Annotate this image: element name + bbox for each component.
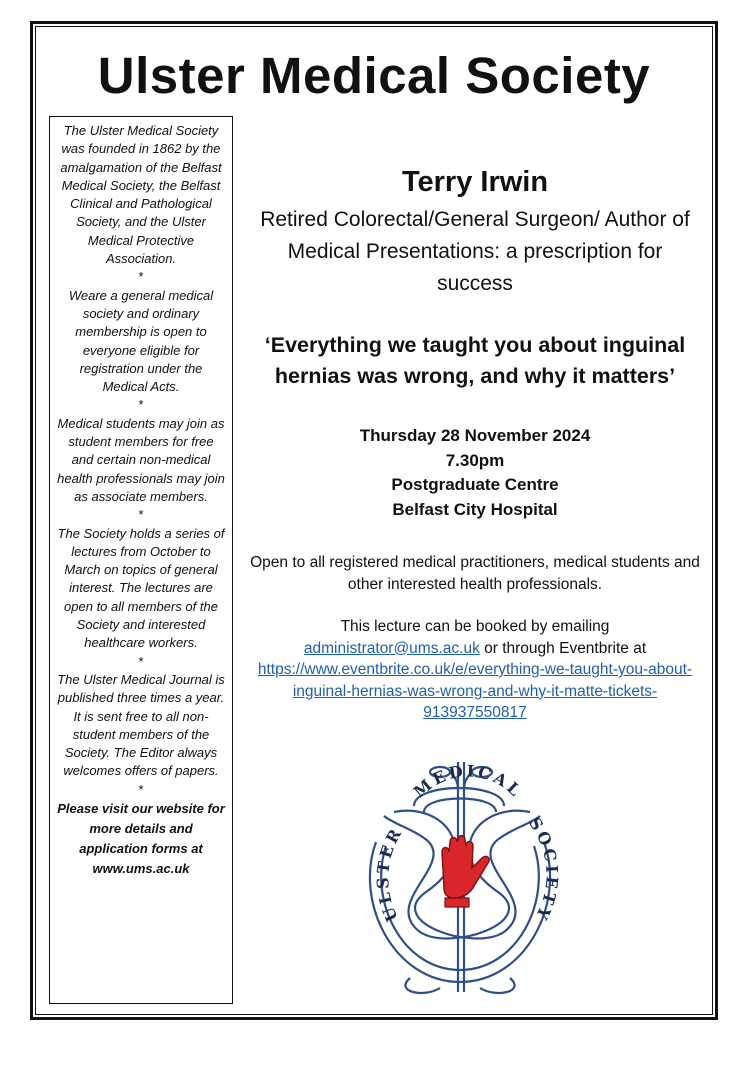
sidebar-info-box xyxy=(49,116,233,1004)
event-details xyxy=(250,424,700,522)
eventbrite-link[interactable]: https://www.eventbrite.co.uk/e/everything-we-taught-you-about-inguinal-hernias-was-wrong-and-why-it-matte-tickets-913937550817 xyxy=(257,661,693,721)
speaker-role: Retired Colorectal/General Surgeon/ Author of Medical Presentations: a prescription for success xyxy=(260,208,690,295)
open-to-text: Open to all registered medical practitioners, medical students and other interested health professionals. xyxy=(250,554,700,593)
booking-intro: This lecture can be booked by emailing xyxy=(340,618,610,635)
sidebar-para-history: The Ulster Medical Society was founded in 1862 by the amalgamation of the Belfast Medical Society, the Belfast Clinical and Pathological Society, and the Ulster Medical Protective Association. xyxy=(60,123,222,267)
society-logo xyxy=(354,742,566,1004)
main-content xyxy=(250,160,700,724)
event-location: Belfast City Hospital xyxy=(392,499,558,519)
sidebar-para-students: Medical students may join as student members for free and certain non-medical health professionals may join as associate members. xyxy=(57,415,225,504)
email-link[interactable]: administrator@ums.ac.uk xyxy=(303,639,480,657)
sidebar-para-membership: Weare a general medical society and ordinary membership is open to everyone eligible for registration under the Medical Acts. xyxy=(68,287,214,395)
eventbrite-line xyxy=(250,659,700,724)
event-venue: Postgraduate Centre xyxy=(391,475,559,494)
booking-line xyxy=(250,638,700,660)
separator-star: * xyxy=(138,507,144,523)
event-date: Thursday 28 November 2024 xyxy=(359,426,591,445)
logo-text-medical: MEDICAL xyxy=(409,761,527,802)
separator-star: * xyxy=(138,269,144,285)
sidebar-para-journal: The Ulster Medical Journal is published three times a year. It is sent free to all non-student members of the Society. The Editor always welcomes offers of papers. xyxy=(57,671,225,779)
booking-info xyxy=(250,616,700,724)
speaker-name: Terry Irwin xyxy=(401,166,549,198)
logo-text-ulster: ULSTER xyxy=(373,823,407,925)
separator-star: * xyxy=(138,653,144,669)
booking-via: or through Eventbrite at xyxy=(479,639,647,657)
logo-hand xyxy=(442,836,489,908)
event-time: 7.30pm xyxy=(445,450,505,470)
separator-star: * xyxy=(138,781,144,797)
sidebar-website-note: Please visit our website for more details and application forms at www.ums.ac.uk xyxy=(57,800,225,876)
page-title: Ulster Medical Society xyxy=(97,47,651,104)
sidebar-para-lectures: The Society holds a series of lectures from October to March on topics of general interest. The lectures are open to all members of the Society and interested healthcare workers. xyxy=(57,525,225,651)
logo-text-society: SOCIETY xyxy=(524,813,562,926)
talk-title: ‘Everything we taught you about inguinal hernias was wrong, and why it matters’ xyxy=(264,333,686,388)
separator-star: * xyxy=(138,397,144,413)
